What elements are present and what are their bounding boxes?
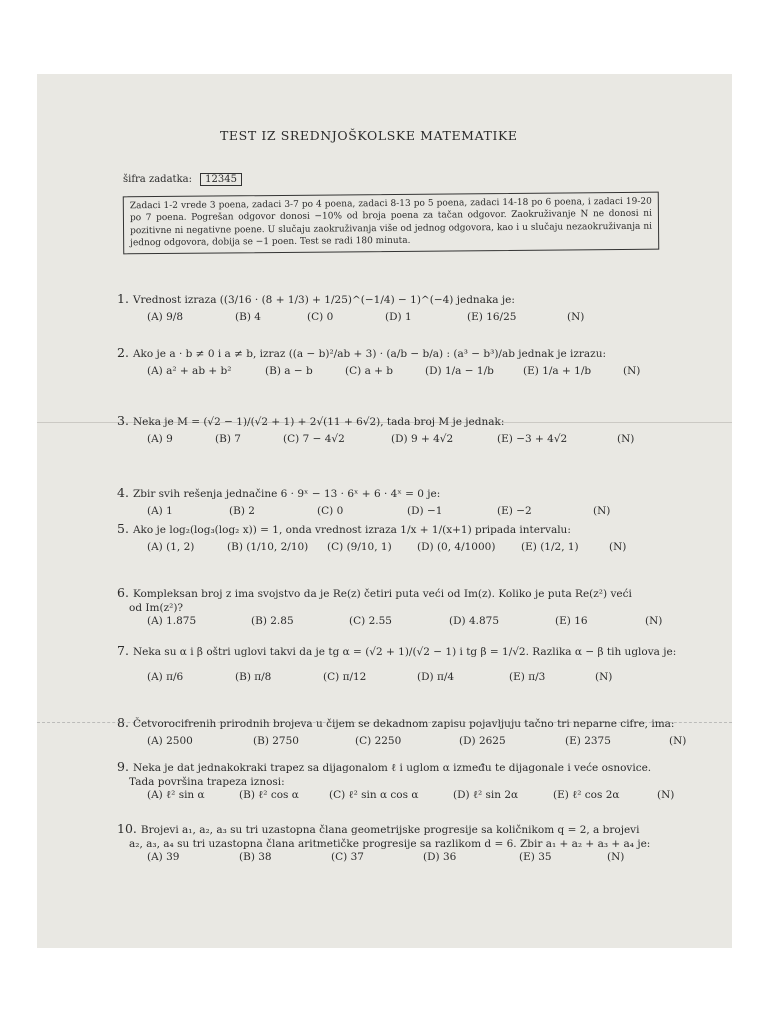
option-d[interactable]: (D) 1/a − 1/b [425,365,494,377]
question-number: 6. [117,585,129,600]
option-c[interactable]: (C) 7 − 4√2 [283,433,345,445]
option-a[interactable]: (A) 9 [147,433,173,445]
option-d[interactable]: (D) (0, 4/1000) [417,541,496,553]
question-number: 5. [117,521,129,536]
option-a[interactable]: (A) a² + ab + b² [147,365,232,377]
instructions-box: Zadaci 1-2 vrede 3 poena, zadaci 3-7 po 4 poena, zadaci 8-13 po 5 poena, zadaci 14-18 po 6 poena, i zadaci 19-20 po 7 poena. Pogrešan odgovor donosi −10% od broja poena za tačan odgovor. Zaokruživanje N ne donosi ni pozitivne ni negativne poene. U slučaju zaokruživanja više od jednog odgovora, kao i u slučaju nezaokruživanja ni jednog odgovora, dobija se −1 poen. Test se radi 180 minuta. [123,192,659,255]
answer-options [117,541,717,553]
option-n[interactable]: (N) [595,671,613,683]
option-e[interactable]: (E) −3 + 4√2 [497,433,568,445]
answer-options [117,365,717,377]
option-a[interactable]: (A) 39 [147,851,180,863]
option-c[interactable]: (C) π/12 [323,671,367,683]
option-a[interactable]: (A) ℓ² sin α [147,789,205,801]
option-e[interactable]: (E) 1/a + 1/b [523,365,592,377]
option-d[interactable]: (D) 4.875 [449,615,500,627]
option-c[interactable]: (C) 0 [317,505,344,517]
answer-options [117,615,717,627]
question-5 [117,522,717,553]
task-code-value: 12345 [200,173,242,186]
question-3 [117,414,717,445]
option-b[interactable]: (B) 4 [235,311,261,323]
option-e[interactable]: (E) 16/25 [467,311,517,323]
question-7 [117,644,717,683]
answer-options [117,789,717,801]
option-d[interactable]: (D) 1 [385,311,412,323]
question-6 [117,586,717,627]
option-n[interactable]: (N) [645,615,663,627]
option-c[interactable]: (C) 2250 [355,735,402,747]
question-text: 8. Četvorocifrenih prirodnih brojeva u čijem se dekadnom zapisu pojavljuju tačno tri neparne cifre, ima: [117,715,675,730]
option-d[interactable]: (D) 9 + 4√2 [391,433,454,445]
option-e[interactable]: (E) −2 [497,505,532,517]
option-d[interactable]: (D) −1 [407,505,443,517]
question-number: 8. [117,715,129,730]
option-n[interactable]: (N) [567,311,585,323]
question-number: 9. [117,759,129,774]
option-c[interactable]: (C) (9/10, 1) [327,541,392,553]
question-4 [117,486,717,517]
option-n[interactable]: (N) [657,789,675,801]
option-c[interactable]: (C) 37 [331,851,364,863]
question-text: 9. Neka je dat jednakokraki trapez sa dijagonalom ℓ i uglom α između te dijagonale i veće osnovice. [117,759,652,774]
question-text: 10. Brojevi a₁, a₂, a₃ su tri uzastopna člana geometrijske progresije sa količnikom q = 2, a brojevi [117,821,640,836]
option-e[interactable]: (E) 35 [519,851,552,863]
option-d[interactable]: (D) π/4 [417,671,455,683]
answer-options [117,735,717,747]
option-d[interactable]: (D) 2625 [459,735,506,747]
option-a[interactable]: (A) 9/8 [147,311,184,323]
option-b[interactable]: (B) 7 [215,433,241,445]
question-9 [117,760,717,801]
option-a[interactable]: (A) 2500 [147,735,193,747]
exam-title: TEST IZ SREDNJOŠKOLSKE MATEMATIKE [220,128,518,143]
task-code [123,174,242,185]
question-text: 2. Ako je a · b ≠ 0 i a ≠ b, izraz ((a − b)²/ab + 3) · (a/b − b/a) : (a³ − b³)/ab jednak je izrazu: [117,345,606,360]
option-n[interactable]: (N) [623,365,641,377]
option-e[interactable]: (E) ℓ² cos 2α [553,789,620,801]
task-code-label: šifra zadatka: [123,174,192,185]
option-d[interactable]: (D) ℓ² sin 2α [453,789,519,801]
option-c[interactable]: (C) 2.55 [349,615,392,627]
question-1 [117,292,717,323]
question-text-cont: od Im(z²)? [129,602,184,614]
option-c[interactable]: (C) ℓ² sin α cos α [329,789,419,801]
option-n[interactable]: (N) [669,735,687,747]
option-a[interactable]: (A) (1, 2) [147,541,195,553]
answer-options [117,311,717,323]
option-c[interactable]: (C) 0 [307,311,334,323]
option-c[interactable]: (C) a + b [345,365,394,377]
question-text: 6. Kompleksan broj z ima svojstvo da je Re(z) četiri puta veći od Im(z). Koliko je puta Re(z²) veći [117,585,632,600]
option-b[interactable]: (B) 2750 [253,735,299,747]
answer-options [117,433,717,445]
option-b[interactable]: (B) 38 [239,851,272,863]
question-text: 7. Neka su α i β oštri uglovi takvi da je tg α = (√2 + 1)/(√2 − 1) i tg β = 1/√2. Razlika α − β tih uglova je: [117,643,677,658]
question-number: 1. [117,291,129,306]
question-text: 4. Zbir svih rešenja jednačine 6 · 9ˣ − 13 · 6ˣ + 6 · 4ˣ = 0 je: [117,485,441,500]
answer-options [117,671,717,683]
option-b[interactable]: (B) π/8 [235,671,272,683]
question-number: 10. [117,821,137,836]
option-a[interactable]: (A) 1.875 [147,615,197,627]
option-e[interactable]: (E) 16 [555,615,588,627]
question-number: 7. [117,643,129,658]
question-2 [117,346,717,377]
answer-options [117,505,717,517]
exam-sheet [37,74,732,948]
question-text-cont: Tada površina trapeza iznosi: [129,776,285,788]
option-b[interactable]: (B) 2 [229,505,255,517]
question-8 [117,716,717,747]
option-b[interactable]: (B) (1/10, 2/10) [227,541,309,553]
option-e[interactable]: (E) 2375 [565,735,611,747]
option-n[interactable]: (N) [607,851,625,863]
option-d[interactable]: (D) 36 [423,851,457,863]
option-e[interactable]: (E) π/3 [509,671,546,683]
question-text: 3. Neka je M = (√2 − 1)/(√2 + 1) + 2√(11 + 6√2), tada broj M je jednak: [117,413,505,428]
question-10 [117,822,717,863]
option-b[interactable]: (B) 2.85 [251,615,294,627]
question-number: 2. [117,345,129,360]
question-number: 3. [117,413,129,428]
option-a[interactable]: (A) π/6 [147,671,184,683]
option-b[interactable]: (B) ℓ² cos α [239,789,299,801]
option-a[interactable]: (A) 1 [147,505,173,517]
option-b[interactable]: (B) a − b [265,365,313,377]
option-e[interactable]: (E) (1/2, 1) [521,541,579,553]
question-text: 5. Ako je log₂(log₃(log₂ x)) = 1, onda vrednost izraza 1/x + 1/(x+1) pripada intervalu: [117,521,571,536]
option-n[interactable]: (N) [609,541,627,553]
question-text: 1. Vrednost izraza ((3/16 · (8 + 1/3) + 1/25)^(−1/4) − 1)^(−4) jednaka je: [117,291,515,306]
question-text-cont: a₂, a₃, a₄ su tri uzastopna člana aritmetičke progresije sa razlikom d = 6. Zbir a₁ + a₂ + a₃ + a₄ je: [129,838,651,850]
option-n[interactable]: (N) [617,433,635,445]
question-number: 4. [117,485,129,500]
option-n[interactable]: (N) [593,505,611,517]
answer-options [117,851,717,863]
